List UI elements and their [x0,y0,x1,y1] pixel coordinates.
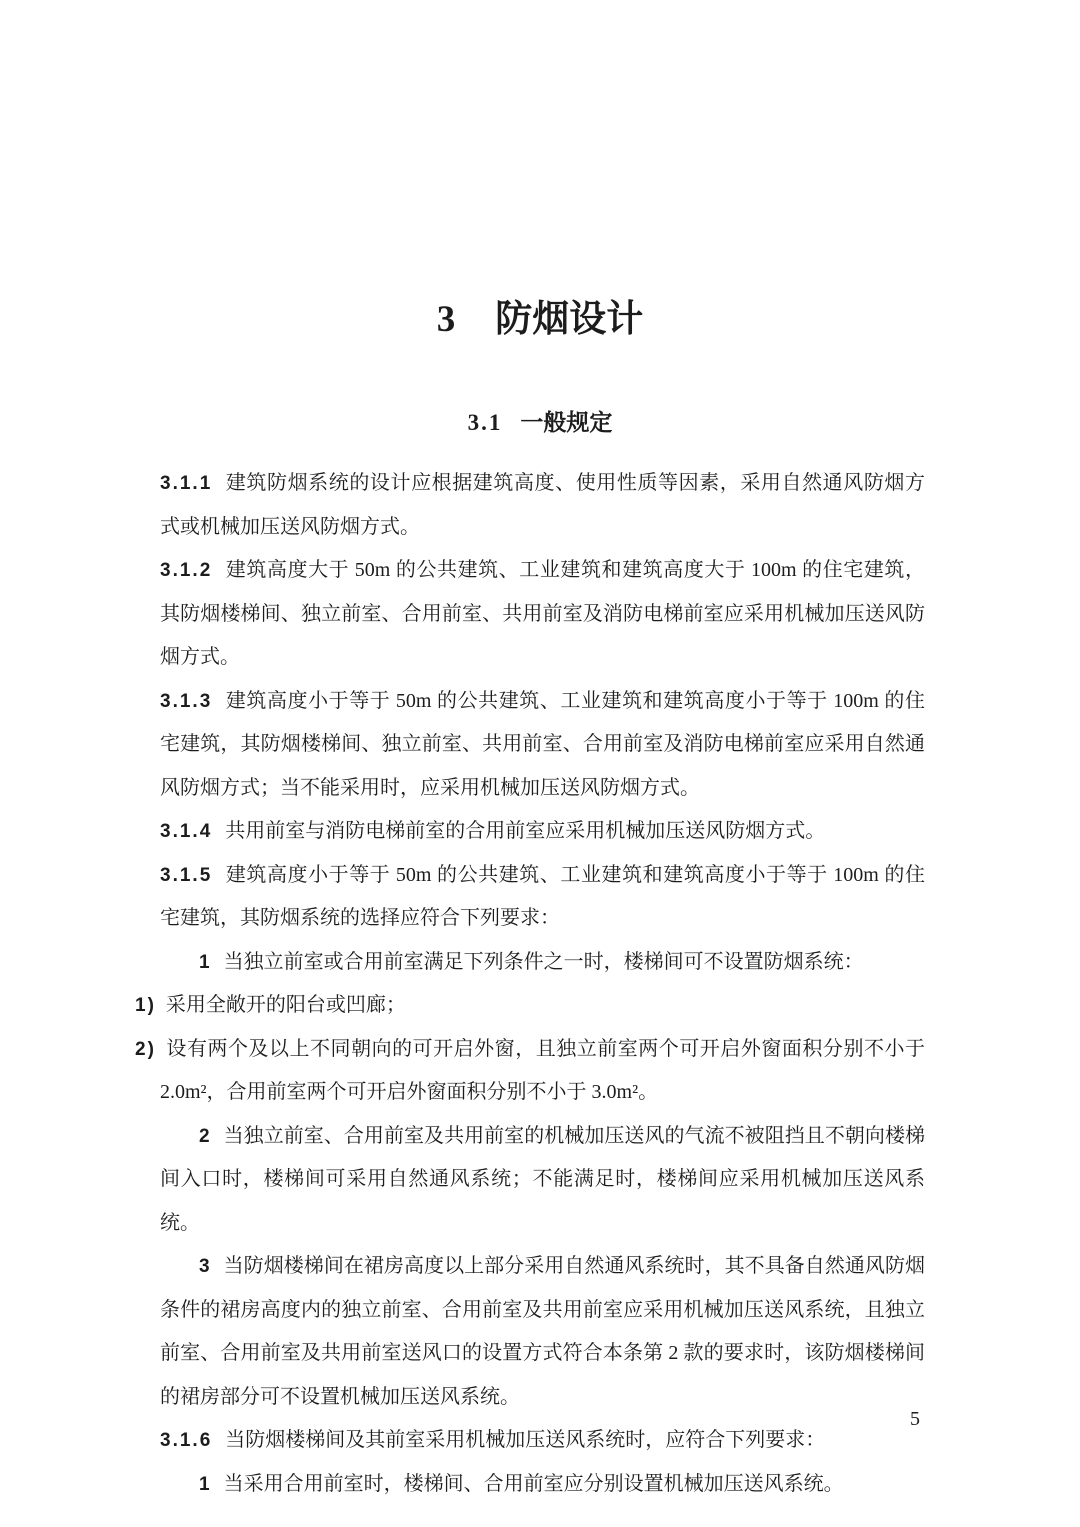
list-item [160,1245,925,1419]
paragraph-text: 共用前室与消防电梯前室的合用前室应采用机械加压送风防烟方式。 [225,820,826,842]
paragraph-text: 建筑高度小于等于 50m 的公共建筑、工业建筑和建筑高度小于等于 100m 的住宅建筑，其防烟系统的选择应符合下列要求： [160,863,925,929]
paragraph-number: 3 [199,1256,212,1277]
paragraph-number: 2) [135,1038,156,1060]
clause-paragraph [160,549,925,680]
paragraph-number: 3.1.6 [160,1430,213,1451]
paragraph-text: 建筑高度小于等于 50m 的公共建筑、工业建筑和建筑高度小于等于 100m 的住宅建筑，其防烟楼梯间、独立前室、共用前室、合用前室及消防电梯前室应采用自然通风防烟方式；当不能采用时，应采用机械加压送风防烟方式。 [160,689,925,799]
list-item [160,1463,925,1507]
paragraph-text: 当独立前室、合用前室及共用前室的机械加压送风的气流不被阻挡且不朝向楼梯间入口时，楼梯间可采用自然通风系统；不能满足时，楼梯间应采用机械加压送风系统。 [160,1124,925,1234]
clause-paragraph [160,810,925,854]
paragraph-number: 1 [199,951,212,973]
list-item [135,1028,925,1115]
clause-list [135,462,925,1506]
list-item [160,1115,925,1246]
page-number: 5 [910,1408,920,1430]
paragraph-number: 1 [199,1473,212,1495]
paragraph-text: 当独立前室或合用前室满足下列条件之一时，楼梯间可不设置防烟系统： [223,950,864,973]
paragraph-number: 3.1.4 [160,821,213,842]
list-item [160,941,925,985]
clause-paragraph [160,854,925,941]
clause-paragraph [160,680,925,811]
paragraph-text: 建筑防烟系统的设计应根据建筑高度、使用性质等因素，采用自然通风防烟方式或机械加压送风防烟方式。 [160,472,925,538]
section-title-text: 一般规定 [520,410,613,435]
paragraph-text: 建筑高度大于 50m 的公共建筑、工业建筑和建筑高度大于 100m 的住宅建筑，其防烟楼梯间、独立前室、合用前室、共用前室及消防电梯前室应采用机械加压送风防烟方式。 [160,559,925,668]
section-heading [0,408,1080,438]
chapter-number: 3 [436,299,456,340]
paragraph-text: 当防烟楼梯间在裙房高度以上部分采用自然通风系统时，其不具备自然通风防烟条件的裙房高度内的独立前室、合用前室及共用前室应采用机械加压送风系统，且独立前室、合用前室及共用前室送风口的设置方式符合本条第 2 款的要求时，该防烟楼梯间的裙房部分可不设置机械加压送风系统。 [160,1255,925,1408]
paragraph-number: 3.1.1 [160,473,213,494]
paragraph-text: 当采用合用前室时，楼梯间、合用前室应分别设置机械加压送风系统。 [223,1472,844,1495]
paragraph-text: 采用全敞开的阳台或凹廊； [165,994,406,1016]
clause-paragraph [160,1419,925,1463]
paragraph-number: 3.1.2 [160,560,213,581]
list-item [135,984,925,1028]
clause-paragraph [160,462,925,549]
paragraph-number: 3.1.5 [160,864,213,886]
section-number: 3.1 [467,410,503,435]
paragraph-number: 2 [199,1125,212,1147]
paragraph-number: 1) [135,995,156,1016]
paragraph-number: 3.1.3 [160,690,213,712]
paragraph-text: 设有两个及以上不同朝向的可开启外窗，且独立前室两个可开启外窗面积分别不小于 2.0m²，合用前室两个可开启外窗面积分别不小于 3.0m²。 [160,1037,925,1103]
chapter-title [0,296,1080,344]
chapter-title-text: 防烟设计 [495,299,644,340]
paragraph-text: 当防烟楼梯间及其前室采用机械加压送风系统时，应符合下列要求： [225,1429,826,1451]
